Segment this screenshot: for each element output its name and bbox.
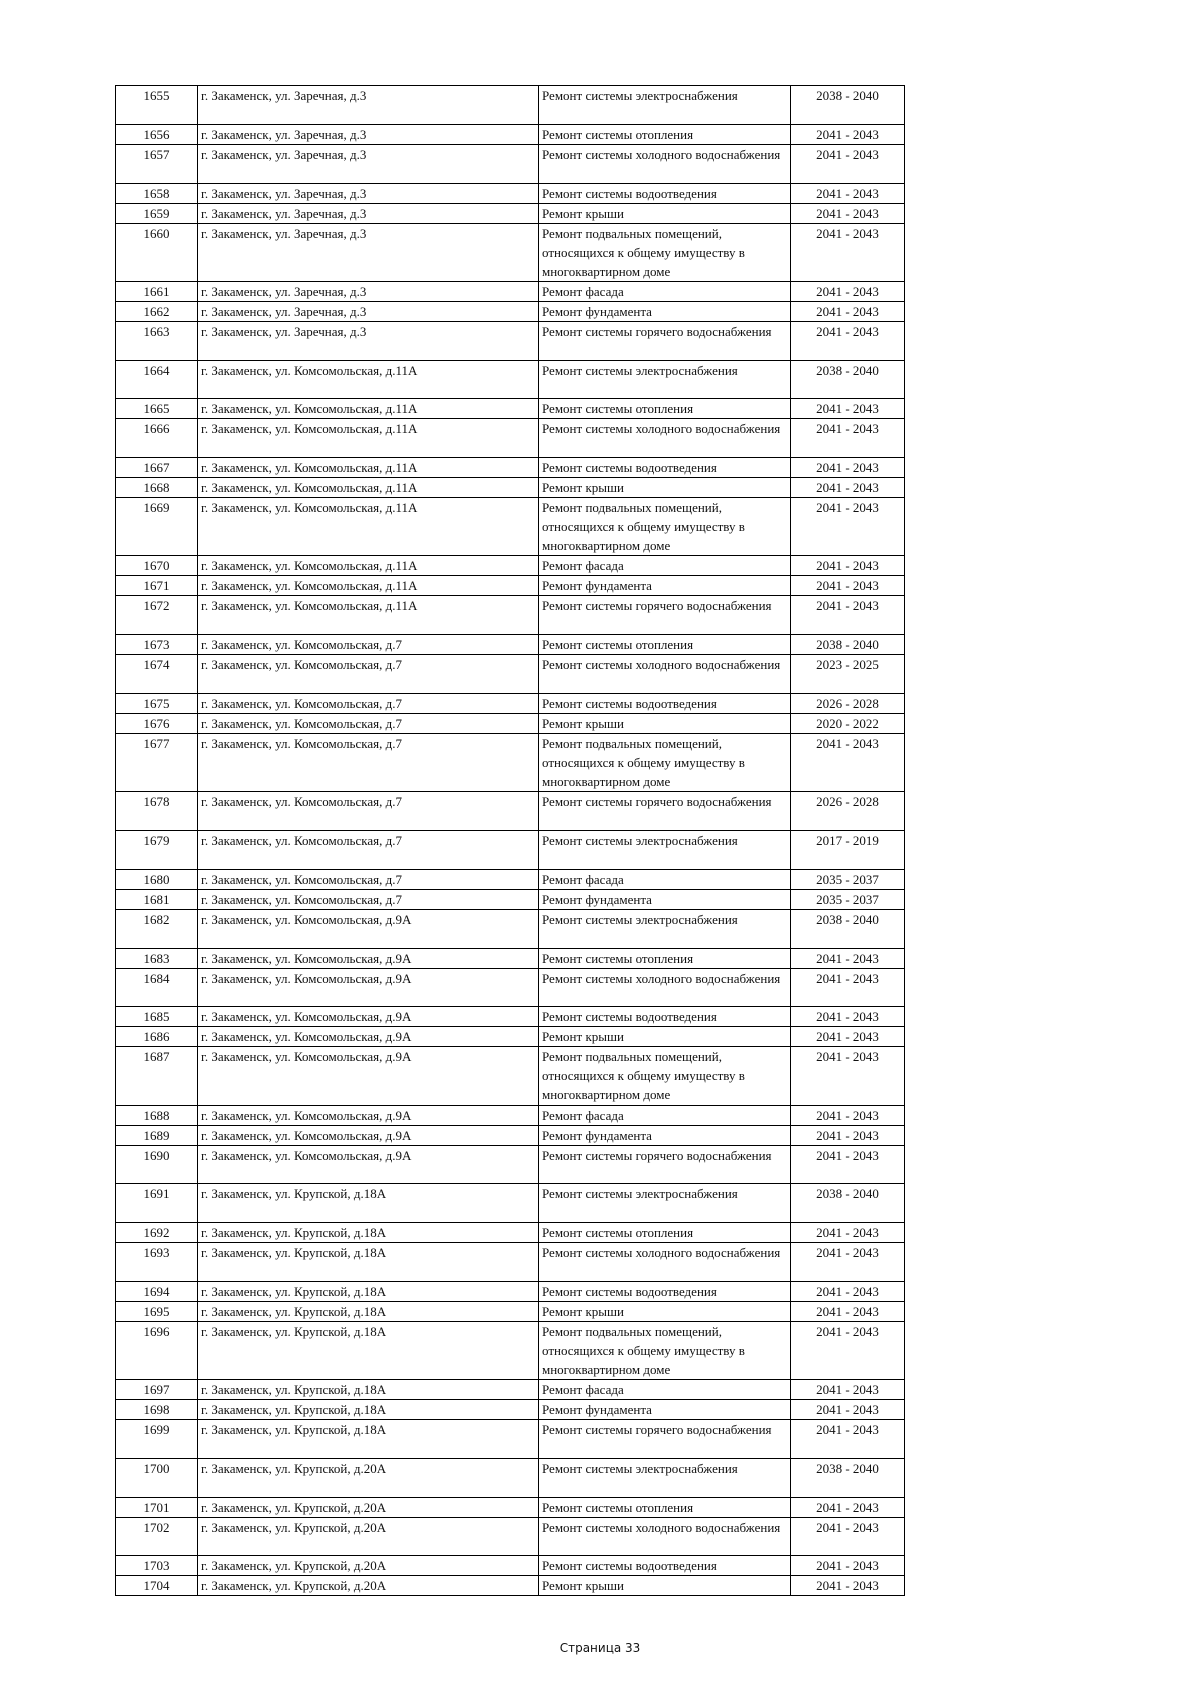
- row-work-type: Ремонт крыши: [539, 1301, 791, 1321]
- row-period: 2041 - 2043: [791, 1281, 905, 1301]
- table-row: [116, 1145, 905, 1184]
- row-address: г. Закаменск, ул. Заречная, д.3: [198, 183, 539, 203]
- row-number: 1688: [116, 1105, 198, 1125]
- row-work-type: Ремонт системы электроснабжения: [539, 1458, 791, 1497]
- row-address: г. Закаменск, ул. Комсомольская, д.11А: [198, 399, 539, 419]
- row-period: 2041 - 2043: [791, 458, 905, 478]
- page-number: Страница 33: [559, 1641, 641, 1655]
- row-address: г. Закаменск, ул. Комсомольская, д.9А: [198, 1145, 539, 1184]
- row-number: 1673: [116, 635, 198, 655]
- row-number: 1664: [116, 360, 198, 399]
- row-period: 2041 - 2043: [791, 183, 905, 203]
- table-row: [116, 478, 905, 498]
- row-address: г. Закаменск, ул. Комсомольская, д.9А: [198, 1105, 539, 1125]
- row-period: 2041 - 2043: [791, 576, 905, 596]
- table-row: [116, 655, 905, 694]
- table-row: [116, 1105, 905, 1125]
- row-work-type: Ремонт системы холодного водоснабжения: [539, 1517, 791, 1556]
- row-period: 2041 - 2043: [791, 478, 905, 498]
- row-period: 2041 - 2043: [791, 321, 905, 360]
- row-work-type: Ремонт системы отопления: [539, 1497, 791, 1517]
- row-work-type: Ремонт фундамента: [539, 576, 791, 596]
- row-work-type: Ремонт системы отопления: [539, 1223, 791, 1243]
- row-number: 1661: [116, 281, 198, 301]
- row-work-type: Ремонт системы водоотведения: [539, 1281, 791, 1301]
- table-row: [116, 1301, 905, 1321]
- row-period: 2041 - 2043: [791, 733, 905, 791]
- row-work-type: Ремонт крыши: [539, 1027, 791, 1047]
- row-number: 1674: [116, 655, 198, 694]
- row-period: 2020 - 2022: [791, 713, 905, 733]
- table-row: [116, 556, 905, 576]
- row-number: 1681: [116, 889, 198, 909]
- row-address: г. Закаменск, ул. Крупской, д.18А: [198, 1321, 539, 1379]
- table-row: [116, 693, 905, 713]
- row-number: 1698: [116, 1400, 198, 1420]
- row-number: 1668: [116, 478, 198, 498]
- table-row: [116, 498, 905, 556]
- table-row: [116, 1517, 905, 1556]
- row-work-type: Ремонт системы электроснабжения: [539, 86, 791, 125]
- row-work-type: Ремонт системы горячего водоснабжения: [539, 1145, 791, 1184]
- row-work-type: Ремонт системы отопления: [539, 399, 791, 419]
- row-number: 1694: [116, 1281, 198, 1301]
- row-address: г. Закаменск, ул. Заречная, д.3: [198, 124, 539, 144]
- row-period: 2026 - 2028: [791, 792, 905, 831]
- row-address: г. Закаменск, ул. Комсомольская, д.9А: [198, 968, 539, 1007]
- table-row: [116, 830, 905, 869]
- row-work-type: Ремонт системы холодного водоснабжения: [539, 1243, 791, 1282]
- row-work-type: Ремонт системы отопления: [539, 635, 791, 655]
- row-address: г. Закаменск, ул. Крупской, д.20А: [198, 1458, 539, 1497]
- row-address: г. Закаменск, ул. Крупской, д.18А: [198, 1184, 539, 1223]
- table-row: [116, 1184, 905, 1223]
- row-address: г. Закаменск, ул. Комсомольская, д.9А: [198, 1047, 539, 1105]
- row-work-type: Ремонт системы холодного водоснабжения: [539, 655, 791, 694]
- table-row: [116, 1047, 905, 1105]
- row-address: г. Закаменск, ул. Комсомольская, д.11А: [198, 576, 539, 596]
- row-work-type: Ремонт системы холодного водоснабжения: [539, 419, 791, 458]
- row-period: 2041 - 2043: [791, 1243, 905, 1282]
- row-number: 1680: [116, 869, 198, 889]
- row-number: 1677: [116, 733, 198, 791]
- row-work-type: Ремонт системы водоотведения: [539, 458, 791, 478]
- row-address: г. Закаменск, ул. Комсомольская, д.9А: [198, 1027, 539, 1047]
- table-row: [116, 1007, 905, 1027]
- row-period: 2041 - 2043: [791, 399, 905, 419]
- row-period: 2041 - 2043: [791, 1400, 905, 1420]
- table-row: [116, 419, 905, 458]
- row-work-type: Ремонт системы горячего водоснабжения: [539, 321, 791, 360]
- row-work-type: Ремонт крыши: [539, 203, 791, 223]
- row-address: г. Закаменск, ул. Комсомольская, д.7: [198, 869, 539, 889]
- row-work-type: Ремонт системы холодного водоснабжения: [539, 968, 791, 1007]
- table-row: [116, 399, 905, 419]
- row-work-type: Ремонт фундамента: [539, 301, 791, 321]
- row-number: 1701: [116, 1497, 198, 1517]
- row-address: г. Закаменск, ул. Комсомольская, д.7: [198, 792, 539, 831]
- row-number: 1662: [116, 301, 198, 321]
- row-period: 2041 - 2043: [791, 556, 905, 576]
- row-work-type: Ремонт системы водоотведения: [539, 183, 791, 203]
- row-period: 2041 - 2043: [791, 223, 905, 281]
- row-period: 2041 - 2043: [791, 144, 905, 183]
- row-address: г. Закаменск, ул. Комсомольская, д.11А: [198, 556, 539, 576]
- table-row: [116, 1125, 905, 1145]
- row-period: 2041 - 2043: [791, 124, 905, 144]
- row-address: г. Закаменск, ул. Крупской, д.20А: [198, 1517, 539, 1556]
- row-work-type: Ремонт подвальных помещений, относящихся к общему имуществу в многоквартирном доме: [539, 498, 791, 556]
- row-period: 2038 - 2040: [791, 86, 905, 125]
- row-period: 2035 - 2037: [791, 869, 905, 889]
- row-period: 2041 - 2043: [791, 1556, 905, 1576]
- row-address: г. Закаменск, ул. Комсомольская, д.9А: [198, 1007, 539, 1027]
- table-row: [116, 1458, 905, 1497]
- table-row: [116, 733, 905, 791]
- row-number: 1686: [116, 1027, 198, 1047]
- row-period: 2041 - 2043: [791, 1047, 905, 1105]
- row-work-type: Ремонт фасада: [539, 1105, 791, 1125]
- row-work-type: Ремонт фасада: [539, 556, 791, 576]
- row-number: 1679: [116, 830, 198, 869]
- row-period: 2041 - 2043: [791, 419, 905, 458]
- row-number: 1657: [116, 144, 198, 183]
- table-row: [116, 458, 905, 478]
- row-number: 1685: [116, 1007, 198, 1027]
- table-row: [116, 183, 905, 203]
- row-work-type: Ремонт фундамента: [539, 1125, 791, 1145]
- row-work-type: Ремонт системы отопления: [539, 948, 791, 968]
- row-work-type: Ремонт фасада: [539, 1380, 791, 1400]
- row-work-type: Ремонт крыши: [539, 713, 791, 733]
- row-number: 1704: [116, 1576, 198, 1596]
- row-address: г. Закаменск, ул. Крупской, д.18А: [198, 1420, 539, 1459]
- table-row: [116, 223, 905, 281]
- table-row: [116, 713, 905, 733]
- row-period: 2041 - 2043: [791, 1321, 905, 1379]
- row-address: г. Закаменск, ул. Комсомольская, д.9А: [198, 948, 539, 968]
- repair-schedule-table: [115, 85, 905, 1596]
- row-period: 2038 - 2040: [791, 1458, 905, 1497]
- row-number: 1702: [116, 1517, 198, 1556]
- row-number: 1682: [116, 909, 198, 948]
- row-period: 2041 - 2043: [791, 1497, 905, 1517]
- row-address: г. Закаменск, ул. Крупской, д.18А: [198, 1223, 539, 1243]
- row-period: 2041 - 2043: [791, 1380, 905, 1400]
- table-row: [116, 1420, 905, 1459]
- row-work-type: Ремонт фундамента: [539, 1400, 791, 1420]
- row-number: 1663: [116, 321, 198, 360]
- row-work-type: Ремонт системы электроснабжения: [539, 830, 791, 869]
- row-period: 2023 - 2025: [791, 655, 905, 694]
- table-row: [116, 1576, 905, 1596]
- row-address: г. Закаменск, ул. Заречная, д.3: [198, 86, 539, 125]
- row-address: г. Закаменск, ул. Комсомольская, д.7: [198, 655, 539, 694]
- row-address: г. Закаменск, ул. Крупской, д.18А: [198, 1281, 539, 1301]
- row-work-type: Ремонт системы горячего водоснабжения: [539, 1420, 791, 1459]
- table-row: [116, 203, 905, 223]
- row-period: 2041 - 2043: [791, 1301, 905, 1321]
- row-number: 1684: [116, 968, 198, 1007]
- row-address: г. Закаменск, ул. Комсомольская, д.9А: [198, 909, 539, 948]
- table-row: [116, 124, 905, 144]
- table-row: [116, 301, 905, 321]
- row-number: 1669: [116, 498, 198, 556]
- row-work-type: Ремонт системы горячего водоснабжения: [539, 596, 791, 635]
- table-row: [116, 1400, 905, 1420]
- row-number: 1689: [116, 1125, 198, 1145]
- row-work-type: Ремонт системы отопления: [539, 124, 791, 144]
- row-address: г. Закаменск, ул. Крупской, д.18А: [198, 1380, 539, 1400]
- row-period: 2035 - 2037: [791, 889, 905, 909]
- row-address: г. Закаменск, ул. Заречная, д.3: [198, 144, 539, 183]
- table-row: [116, 1281, 905, 1301]
- row-period: 2041 - 2043: [791, 1105, 905, 1125]
- row-address: г. Закаменск, ул. Комсомольская, д.11А: [198, 596, 539, 635]
- row-work-type: Ремонт крыши: [539, 478, 791, 498]
- table-row: [116, 889, 905, 909]
- row-work-type: Ремонт фундамента: [539, 889, 791, 909]
- row-address: г. Закаменск, ул. Заречная, д.3: [198, 223, 539, 281]
- row-work-type: Ремонт системы электроснабжения: [539, 1184, 791, 1223]
- table-row: [116, 968, 905, 1007]
- row-period: 2041 - 2043: [791, 1027, 905, 1047]
- table-row: [116, 1380, 905, 1400]
- row-number: 1692: [116, 1223, 198, 1243]
- row-address: г. Закаменск, ул. Комсомольская, д.11А: [198, 419, 539, 458]
- row-number: 1699: [116, 1420, 198, 1459]
- table-row: [116, 281, 905, 301]
- row-work-type: Ремонт системы электроснабжения: [539, 360, 791, 399]
- table-row: [116, 1027, 905, 1047]
- row-number: 1687: [116, 1047, 198, 1105]
- row-address: г. Закаменск, ул. Крупской, д.18А: [198, 1301, 539, 1321]
- row-number: 1672: [116, 596, 198, 635]
- row-period: 2041 - 2043: [791, 1125, 905, 1145]
- row-period: 2017 - 2019: [791, 830, 905, 869]
- table-row: [116, 576, 905, 596]
- row-period: 2041 - 2043: [791, 301, 905, 321]
- row-period: 2041 - 2043: [791, 1145, 905, 1184]
- row-address: г. Закаменск, ул. Заречная, д.3: [198, 321, 539, 360]
- row-period: 2041 - 2043: [791, 1007, 905, 1027]
- table-row: [116, 321, 905, 360]
- row-address: г. Закаменск, ул. Заречная, д.3: [198, 301, 539, 321]
- row-number: 1696: [116, 1321, 198, 1379]
- row-number: 1660: [116, 223, 198, 281]
- row-address: г. Закаменск, ул. Комсомольская, д.9А: [198, 1125, 539, 1145]
- row-period: 2041 - 2043: [791, 596, 905, 635]
- row-work-type: Ремонт системы водоотведения: [539, 1556, 791, 1576]
- row-number: 1678: [116, 792, 198, 831]
- row-address: г. Закаменск, ул. Комсомольская, д.11А: [198, 498, 539, 556]
- row-address: г. Закаменск, ул. Заречная, д.3: [198, 203, 539, 223]
- row-address: г. Закаменск, ул. Комсомольская, д.11А: [198, 360, 539, 399]
- table-row: [116, 596, 905, 635]
- row-period: 2038 - 2040: [791, 635, 905, 655]
- row-number: 1665: [116, 399, 198, 419]
- row-period: 2041 - 2043: [791, 1517, 905, 1556]
- row-address: г. Закаменск, ул. Комсомольская, д.7: [198, 889, 539, 909]
- row-address: г. Закаменск, ул. Крупской, д.20А: [198, 1576, 539, 1596]
- row-period: 2041 - 2043: [791, 948, 905, 968]
- row-period: 2038 - 2040: [791, 360, 905, 399]
- row-address: г. Закаменск, ул. Комсомольская, д.7: [198, 693, 539, 713]
- row-period: 2041 - 2043: [791, 1223, 905, 1243]
- row-period: 2038 - 2040: [791, 1184, 905, 1223]
- row-address: г. Закаменск, ул. Заречная, д.3: [198, 281, 539, 301]
- row-address: г. Закаменск, ул. Комсомольская, д.7: [198, 713, 539, 733]
- row-number: 1697: [116, 1380, 198, 1400]
- row-number: 1655: [116, 86, 198, 125]
- row-number: 1656: [116, 124, 198, 144]
- table-row: [116, 909, 905, 948]
- table-row: [116, 360, 905, 399]
- table-row: [116, 792, 905, 831]
- row-period: 2041 - 2043: [791, 203, 905, 223]
- table-row: [116, 869, 905, 889]
- row-number: 1666: [116, 419, 198, 458]
- row-period: 2041 - 2043: [791, 498, 905, 556]
- row-number: 1671: [116, 576, 198, 596]
- row-period: 2041 - 2043: [791, 968, 905, 1007]
- row-work-type: Ремонт подвальных помещений, относящихся к общему имуществу в многоквартирном доме: [539, 1321, 791, 1379]
- row-address: г. Закаменск, ул. Крупской, д.20А: [198, 1497, 539, 1517]
- row-address: г. Закаменск, ул. Крупской, д.20А: [198, 1556, 539, 1576]
- table-row: [116, 1223, 905, 1243]
- table-row: [116, 1556, 905, 1576]
- row-work-type: Ремонт системы водоотведения: [539, 1007, 791, 1027]
- row-work-type: Ремонт фасада: [539, 281, 791, 301]
- row-address: г. Закаменск, ул. Крупской, д.18А: [198, 1243, 539, 1282]
- row-number: 1693: [116, 1243, 198, 1282]
- table-row: [116, 948, 905, 968]
- row-period: 2041 - 2043: [791, 1576, 905, 1596]
- row-address: г. Закаменск, ул. Комсомольская, д.7: [198, 635, 539, 655]
- row-work-type: Ремонт подвальных помещений, относящихся к общему имуществу в многоквартирном доме: [539, 1047, 791, 1105]
- row-work-type: Ремонт системы холодного водоснабжения: [539, 144, 791, 183]
- row-period: 2041 - 2043: [791, 281, 905, 301]
- row-work-type: Ремонт подвальных помещений, относящихся к общему имуществу в многоквартирном доме: [539, 223, 791, 281]
- row-address: г. Закаменск, ул. Крупской, д.18А: [198, 1400, 539, 1420]
- row-address: г. Закаменск, ул. Комсомольская, д.11А: [198, 458, 539, 478]
- row-work-type: Ремонт системы водоотведения: [539, 693, 791, 713]
- row-number: 1670: [116, 556, 198, 576]
- row-period: 2026 - 2028: [791, 693, 905, 713]
- row-number: 1658: [116, 183, 198, 203]
- row-number: 1667: [116, 458, 198, 478]
- table-row: [116, 144, 905, 183]
- row-number: 1700: [116, 1458, 198, 1497]
- row-number: 1690: [116, 1145, 198, 1184]
- row-work-type: Ремонт крыши: [539, 1576, 791, 1596]
- row-number: 1683: [116, 948, 198, 968]
- table-row: [116, 86, 905, 125]
- row-number: 1703: [116, 1556, 198, 1576]
- row-period: 2041 - 2043: [791, 1420, 905, 1459]
- table-row: [116, 635, 905, 655]
- table-body: [116, 86, 905, 1596]
- row-number: 1676: [116, 713, 198, 733]
- row-address: г. Закаменск, ул. Комсомольская, д.7: [198, 733, 539, 791]
- table-row: [116, 1497, 905, 1517]
- row-number: 1695: [116, 1301, 198, 1321]
- row-period: 2038 - 2040: [791, 909, 905, 948]
- row-work-type: Ремонт фасада: [539, 869, 791, 889]
- table-row: [116, 1321, 905, 1379]
- row-work-type: Ремонт системы горячего водоснабжения: [539, 792, 791, 831]
- row-work-type: Ремонт системы электроснабжения: [539, 909, 791, 948]
- table-row: [116, 1243, 905, 1282]
- row-number: 1659: [116, 203, 198, 223]
- row-address: г. Закаменск, ул. Комсомольская, д.11А: [198, 478, 539, 498]
- row-work-type: Ремонт подвальных помещений, относящихся к общему имуществу в многоквартирном доме: [539, 733, 791, 791]
- row-address: г. Закаменск, ул. Комсомольская, д.7: [198, 830, 539, 869]
- row-number: 1675: [116, 693, 198, 713]
- row-number: 1691: [116, 1184, 198, 1223]
